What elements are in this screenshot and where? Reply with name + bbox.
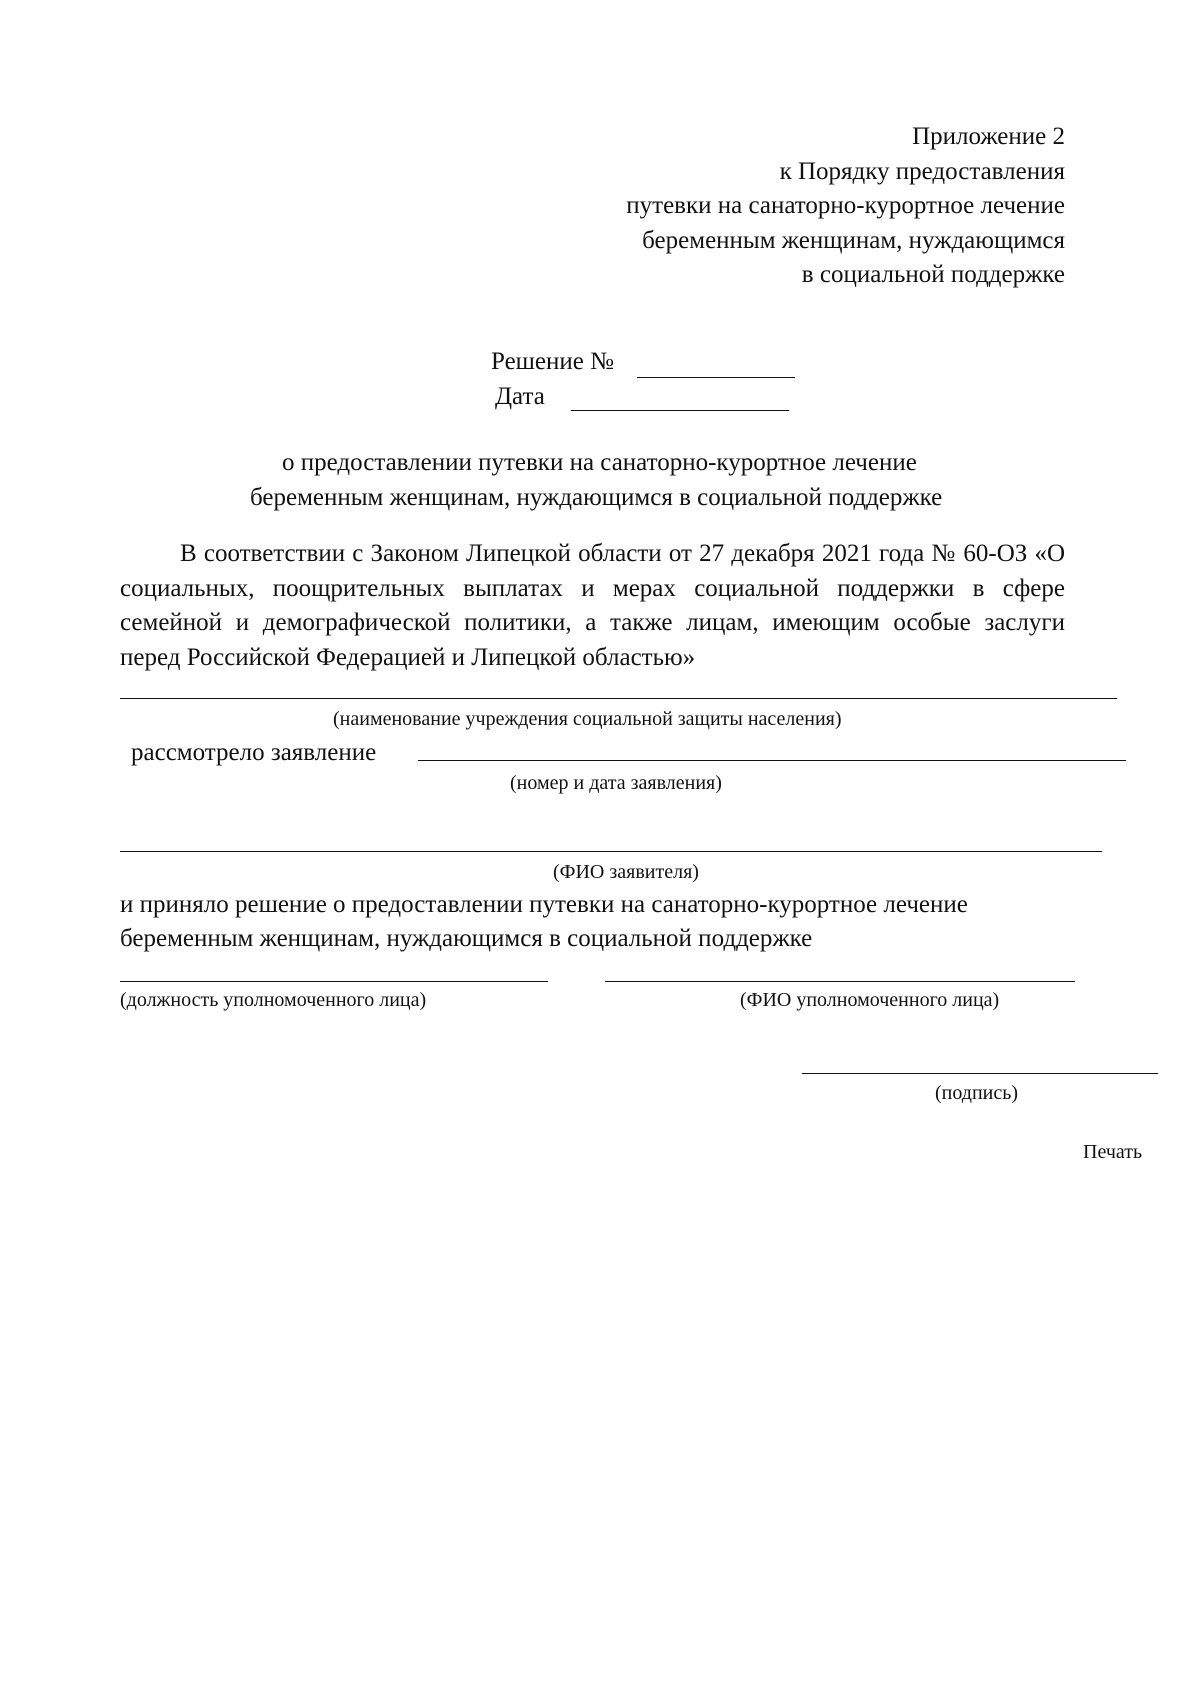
signature-blank[interactable] xyxy=(802,1073,1158,1074)
decision-subject-line: о предоставлении путевки на санаторно-курортное лечение xyxy=(282,449,917,476)
institution-name-blank[interactable] xyxy=(120,698,1117,699)
decision-text-line: и приняло решение о предоставлении путевки на санаторно-курортное лечение xyxy=(120,891,968,918)
authorized-name-caption: (ФИО уполномоченного лица) xyxy=(740,989,1000,1011)
applicant-name-caption: (ФИО заявителя) xyxy=(553,861,699,883)
basis-paragraph: В соответствии с Законом Липецкой области от 27 декабря 2021 года № 60-ОЗ «О социальных, поощрительных выплатах и мерах социальной поддержки в сфере семейной и демографической политики, а также лицам, имеющим особые заслуги перед Российской Федерацией и Липецкой областью» xyxy=(120,540,1065,671)
appendix-header-line: в социальной поддержке xyxy=(801,261,1065,288)
authorized-position-blank[interactable] xyxy=(120,981,548,982)
decision-text-line: беременным женщинам, нуждающимся в социальной поддержке xyxy=(120,925,813,952)
authorized-position-caption: (должность уполномоченного лица) xyxy=(120,989,427,1011)
application-number-date-blank[interactable] xyxy=(418,760,1126,761)
decision-subject-line: беременным женщинам, нуждающимся в социальной поддержке xyxy=(250,484,943,511)
reviewed-application-label: рассмотрело заявление xyxy=(131,739,377,766)
signature-caption: (подпись) xyxy=(935,1082,1019,1104)
institution-name-caption: (наименование учреждения социальной защиты населения) xyxy=(333,708,842,730)
applicant-name-blank[interactable] xyxy=(120,851,1102,852)
authorized-name-blank[interactable] xyxy=(605,981,1075,982)
appendix-header xyxy=(626,120,1065,293)
decision-date-label: Дата xyxy=(495,383,545,410)
stamp-label: Печать xyxy=(1083,1141,1143,1163)
appendix-header-line: путевки на санаторно-курортное лечение xyxy=(626,192,1065,219)
decision-number-blank[interactable] xyxy=(637,377,795,378)
appendix-header-line: к Порядку предоставления xyxy=(779,157,1065,185)
appendix-header-line: Приложение 2 xyxy=(912,123,1065,150)
appendix-header-line: беременным женщинам, нуждающимся xyxy=(642,226,1065,254)
decision-number-label: Решение № xyxy=(491,348,614,375)
decision-date-blank[interactable] xyxy=(571,410,789,411)
application-number-date-caption: (номер и дата заявления) xyxy=(510,772,722,794)
